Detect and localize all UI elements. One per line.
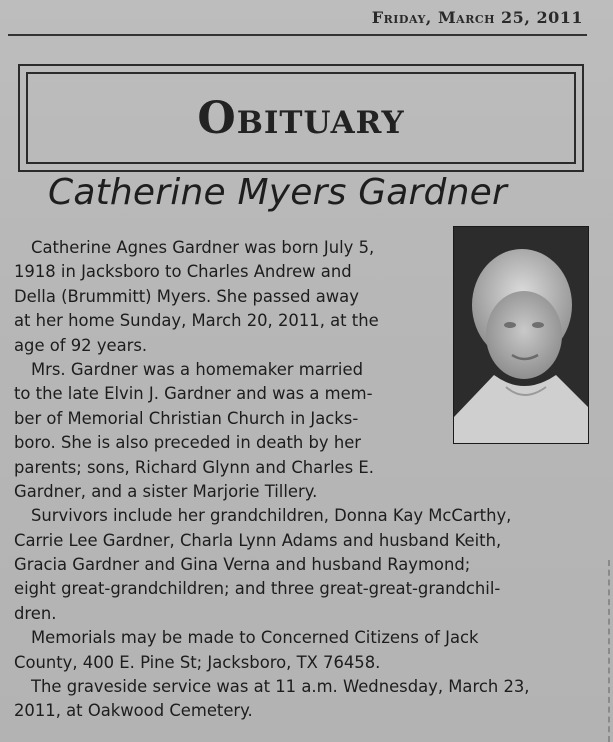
text-line: Carrie Lee Gardner, Charla Lynn Adams and husband Keith, <box>14 530 502 550</box>
issue-date: Friday, March 25, 2011 <box>371 8 583 27</box>
text-line: Della (Brummitt) Myers. She passed away <box>14 286 359 306</box>
deceased-name: Catherine Myers Gardner <box>48 172 507 213</box>
text-line: 2011, at Oakwood Cemetery. <box>14 701 253 721</box>
column-cut-line <box>608 560 610 742</box>
section-title: Obituary <box>197 92 405 144</box>
text-line: ber of Memorial Christian Church in Jacks- <box>14 408 359 428</box>
banner-inner-frame <box>26 72 576 164</box>
text-line: dren. <box>14 603 57 623</box>
text-line: eight great-grandchildren; and three great-great-grandchil- <box>14 579 501 599</box>
text-line: parents; sons, Richard Glynn and Charles E. <box>14 457 374 477</box>
text-line: to the late Elvin J. Gardner and was a mem- <box>14 384 373 404</box>
text-line: Survivors include her grandchildren, Donna Kay McCarthy, <box>31 506 512 526</box>
text-line: County, 400 E. Pine St; Jacksboro, TX 76458. <box>14 652 381 672</box>
text-line: Mrs. Gardner was a homemaker married <box>31 359 363 379</box>
text-line: The graveside service was at 11 a.m. Wednesday, March 23, <box>31 677 530 697</box>
text-line: Gracia Gardner and Gina Verna and husband Raymond; <box>14 555 471 575</box>
text-line: boro. She is also preceded in death by her <box>14 433 362 453</box>
header-rule <box>8 34 587 36</box>
obituary-body <box>14 236 598 724</box>
text-line: at her home Sunday, March 20, 2011, at the <box>14 311 379 331</box>
text-line: 1918 in Jacksboro to Charles Andrew and <box>14 262 352 282</box>
text-line: Catherine Agnes Gardner was born July 5, <box>31 238 375 257</box>
text-line: age of 92 years. <box>14 335 148 355</box>
text-line: Memorials may be made to Concerned Citizens of Jack <box>31 628 479 648</box>
obituary-banner <box>18 64 584 172</box>
text-line: Gardner, and a sister Marjorie Tillery. <box>14 481 318 501</box>
